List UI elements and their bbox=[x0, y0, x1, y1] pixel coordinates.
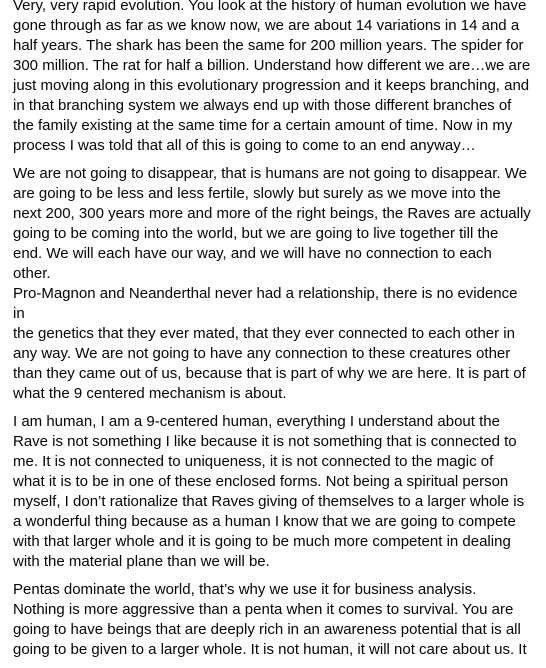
paragraph-humans-not-disappearing: We are not going to disappear, that is humans are not going to disappear. We are going to be less and less fertile, slowly but surely as we move into the next 200, 300 years more and more of the right beings, the Raves are actually going to be coming into the world, but we are going to live together till the end. We will each have our way, and we will have no connection to each other. Pro-Magnon and Neanderthal never had a relationship, there is no evidence in the genetics that they ever mated, that they ever connected to each other in any way. We are not going to have any connection to these creatures other than they came out of us, because that is part of why we are here. It is part of what the 9 centered mechanism is about. bbox=[13, 165, 531, 402]
paragraph-pentas: Pentas dominate the world, that’s why we use it for business analysis. Nothing is more aggressive than a penta when it comes to survival. You are going to have beings that are deeply rich in an awareness potential that is all going to be given to a larger whole. It is not human, it will not care about us. It bbox=[13, 581, 527, 658]
paragraph-evolution: Very, very rapid evolution. You look at the history of human evolution we have gone through as far as we know now, we are about 14 variations in 14 and a half years. The shark has been the same for 200 million years. The spider for 300 million. The rat for half a billion. Understand how different we are…we are just moving along in this evolutionary progression and it keeps branching, and in that branching system we always end up with those different branches of the family existing at the same time for a certain amount of time. Now in my process I was told that all of this is going to come to an end anyway… bbox=[13, 0, 531, 154]
post-body bbox=[13, 0, 533, 668]
paragraph-nine-centered-human: I am human, I am a 9-centered human, everything I understand about the Rave is not something I like because it is not something that is connected to me. It is not connected to uniqueness, it is not connected to the magic of what it is to be in one of these enclosed forms. Not being a spiritual person myself, I don’t rationalize that Raves giving of themselves to a larger whole is a wonderful thing because as a human I know that we are going to compete with that larger whole and it is going to be much more competent in dealing with the material plane than we will be. bbox=[13, 413, 525, 570]
